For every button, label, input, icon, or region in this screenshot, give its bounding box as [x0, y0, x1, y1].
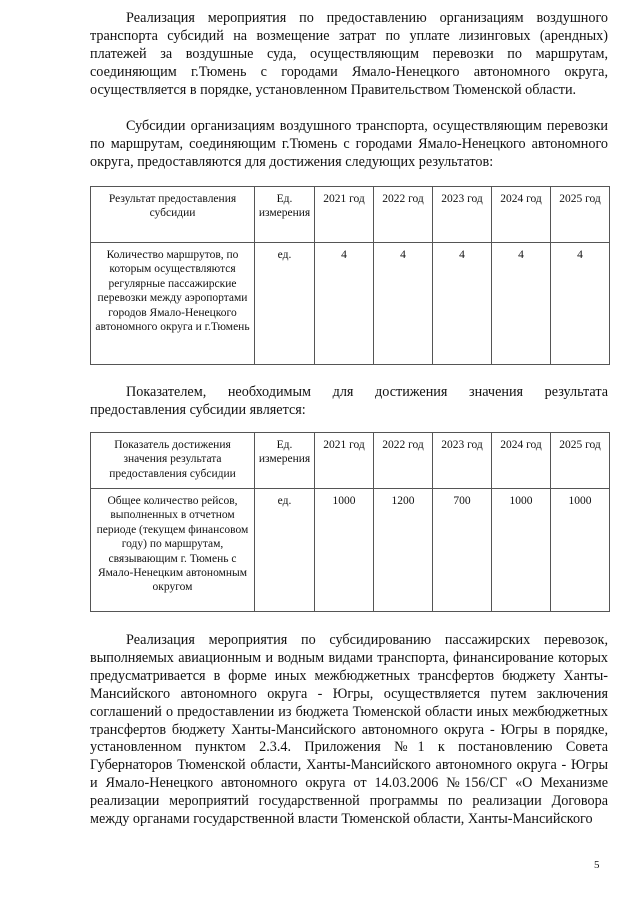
header-unit: Ед. измерения [255, 187, 315, 243]
results-table [90, 186, 610, 365]
header-2024: 2024 год [492, 433, 551, 489]
value-2023-cell: 700 [433, 489, 492, 612]
header-unit: Ед. измерения [255, 433, 315, 489]
header-indicator: Показатель достижения значения результата предоставления субсидии [91, 433, 255, 489]
header-result: Результат предоставления субсидии [91, 187, 255, 243]
header-2022: 2022 год [374, 187, 433, 243]
indicator-name-cell: Общее количество рейсов, выполненных в отчетном периоде (текущем финансовом году) по маршрутам, связывающим г. Тюмень с Ямало-Ненецким автономным округом [91, 489, 255, 612]
value-2022-cell: 4 [374, 243, 433, 365]
value-2024-cell: 1000 [492, 489, 551, 612]
unit-cell: ед. [255, 243, 315, 365]
paragraph-leasing-subsidy: Реализация мероприятия по предоставлению организациям воздушного транспорта субсидий на возмещение затрат по уплате лизинговых (арендных) платежей за воздушные суда, осуществляющим перевозки по маршрутам, соединяющим г.Тюмень с городами Ямало-Ненецкого автономного округа, осуществляется в порядке, установленном Правительством Тюменской области. [90, 10, 608, 98]
result-name-cell: Количество маршрутов, по которым осуществляются регулярные пассажирские перевозки между аэропортами городов Ямало-Ненецкого автономного округа и г.Тюмень [91, 243, 255, 365]
header-2023: 2023 год [433, 433, 492, 489]
header-2022: 2022 год [374, 433, 433, 489]
unit-cell: ед. [255, 489, 315, 612]
table-header-row [91, 187, 610, 243]
header-2025: 2025 год [551, 433, 610, 489]
value-2021-cell: 1000 [315, 489, 374, 612]
page-number: 5 [594, 859, 600, 871]
value-2024-cell: 4 [492, 243, 551, 365]
indicator-table [90, 432, 610, 612]
paragraph-indicator: Показателем, необходимым для достижения значения результата предоставления субсидии является: [90, 384, 608, 418]
header-2023: 2023 год [433, 187, 492, 243]
header-2021: 2021 год [315, 433, 374, 489]
value-2022-cell: 1200 [374, 489, 433, 612]
value-2025-cell: 4 [551, 243, 610, 365]
table-row [91, 489, 610, 612]
header-2021: 2021 год [315, 187, 374, 243]
header-2024: 2024 год [492, 187, 551, 243]
table-header-row [91, 433, 610, 489]
paragraph-transfers: Реализация мероприятия по субсидированию пассажирских перевозок, выполняемых авиационным и водным видами транспорта, финансирование которых предусматривается в форме иных межбюджетных трансфертов бюджету Ханты-Мансийского автономного округа - Югры, осуществляется путем заключения соглашений о предоставлении из бюджета Тюменской области иных межбюджетных трансфертов бюджету Ханты-Мансийского автономного округа - Югры в порядке, установленном пунктом 2.3.4. Приложения №1 к постановлению Совета Губернаторов Тюменской области, Ханты-Мансийского автономного округа - Югры и Ямало-Ненецкого автономного округа от 14.03.2006 №156/СГ «О Механизме реализации мероприятий государственной программы по реализации Договора между органами государственной власти Тюменской области, Ханты-Мансийского [90, 632, 608, 828]
header-2025: 2025 год [551, 187, 610, 243]
table-row [91, 243, 610, 365]
value-2023-cell: 4 [433, 243, 492, 365]
value-2021-cell: 4 [315, 243, 374, 365]
value-2025-cell: 1000 [551, 489, 610, 612]
paragraph-subsidy-results: Субсидии организациям воздушного транспорта, осуществляющим перевозки по маршрутам, соединяющим г.Тюмень с городами Ямало-Ненецкого автономного округа, предоставляются для достижения следующих результатов: [90, 118, 608, 170]
